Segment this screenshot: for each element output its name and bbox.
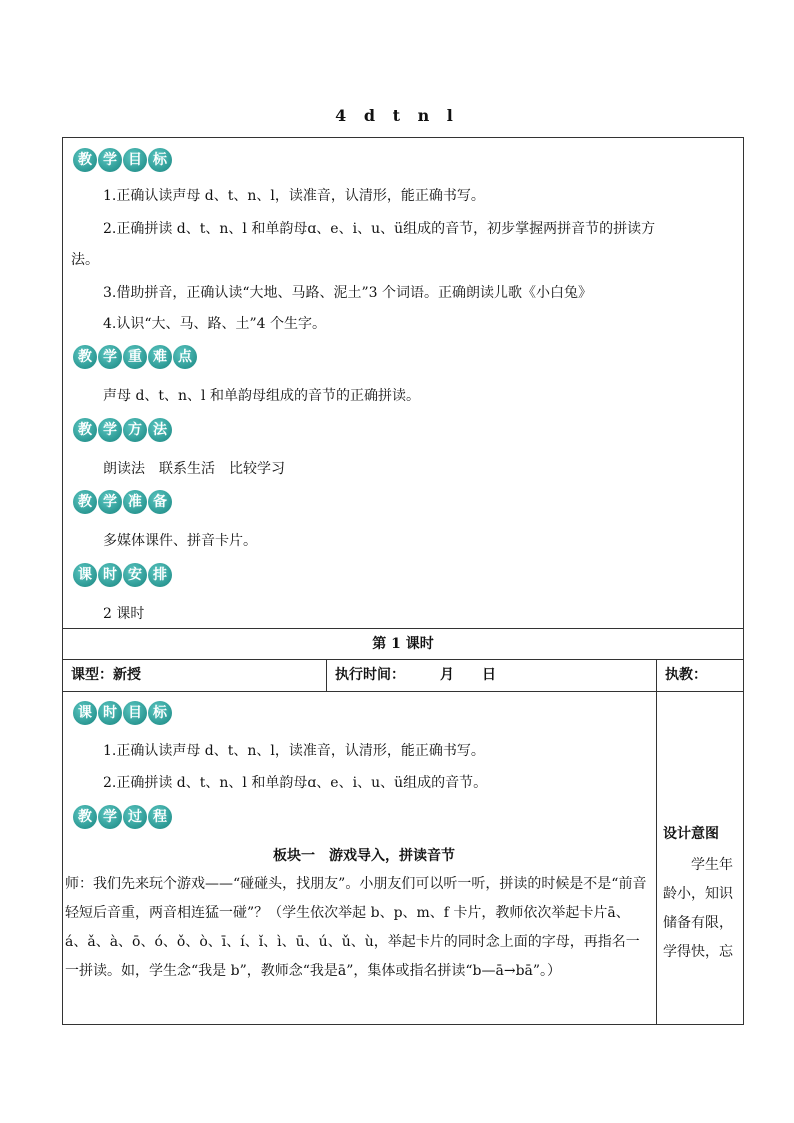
- lesson-goal-item: 1.正确认读声母 d、t、n、l，读准音，认清形，能正确书写。: [103, 743, 485, 759]
- goal-item: 4.认识“大、马、路、土”4 个生字。: [103, 316, 327, 332]
- lesson-header: 第 1 课时: [62, 628, 744, 660]
- lesson-type: 课型：新授: [63, 660, 327, 691]
- execution-time: 执行时间： 月 日: [327, 660, 657, 691]
- design-intent-column: [656, 692, 743, 1024]
- process-badge: 教 学 过 程: [73, 805, 172, 829]
- section-title: 板块一 游戏导入，拼读音节: [273, 848, 455, 864]
- methods-text: 朗读法 联系生活 比较学习: [103, 461, 285, 477]
- methods-badge: 教 学 方 法: [73, 418, 172, 442]
- lesson-goal-item: 2.正确拼读 d、t、n、l 和单韵母ɑ、e、i、u、ü组成的音节。: [103, 775, 488, 791]
- design-intent-text: 学生年龄小，知识储备有限，学得快，忘: [663, 857, 733, 960]
- goal-item: 2.正确拼读 d、t、n、l 和单韵母ɑ、e、i、u、ü组成的音节，初步掌握两拼音节的拼读方: [103, 221, 656, 237]
- schedule-badge: 课 时 安 排: [73, 563, 172, 587]
- design-intent-title: 设计意图: [663, 826, 719, 842]
- lesson-plan-overview: [62, 137, 744, 629]
- preparation-text: 多媒体课件、拼音卡片。: [103, 533, 257, 549]
- schedule-text: 2 课时: [103, 606, 145, 622]
- teacher-field: 执教：: [665, 667, 707, 683]
- teaching-goals-badge: 教 学 目 标: [73, 148, 172, 172]
- preparation-badge: 教 学 准 备: [73, 490, 172, 514]
- key-points-badge: 教 学 重 难 点: [73, 345, 197, 369]
- process-paragraph: 师：我们先来玩个游戏——“碰碰头，找朋友”。小朋友们可以听一听，拼读的时候是不是“前音轻短后音重，两音相连猛一碰”？（学生依次举起 b、p、m、f 卡片，教师依次举起卡片ā、á、ǎ、à、ō、ó、ǒ、ò、ī、í、ǐ、ì、ū、ú、ǔ、ù，举起卡片的同时念上面的字母，再指名一一拼读。如，学生念“我是 b”，教师念“我是ā”，集体或指名拼读“b—ā→bā”。）: [65, 876, 647, 979]
- goal-item: 法。: [71, 252, 99, 268]
- goal-item: 1.正确认读声母 d、t、n、l，读准音，认清形，能正确书写。: [103, 188, 485, 204]
- lesson-detail: [62, 691, 744, 1025]
- lesson-goals-badge: 课 时 目 标: [73, 701, 172, 725]
- document-title: 4 d t n l: [335, 106, 459, 125]
- key-points-text: 声母 d、t、n、l 和单韵母组成的音节的正确拼读。: [103, 388, 420, 404]
- goal-item: 3.借助拼音，正确认读“大地、马路、泥土”3 个词语。正确朗读儿歌《小白兔》: [103, 285, 593, 301]
- lesson-info-row: [62, 659, 744, 692]
